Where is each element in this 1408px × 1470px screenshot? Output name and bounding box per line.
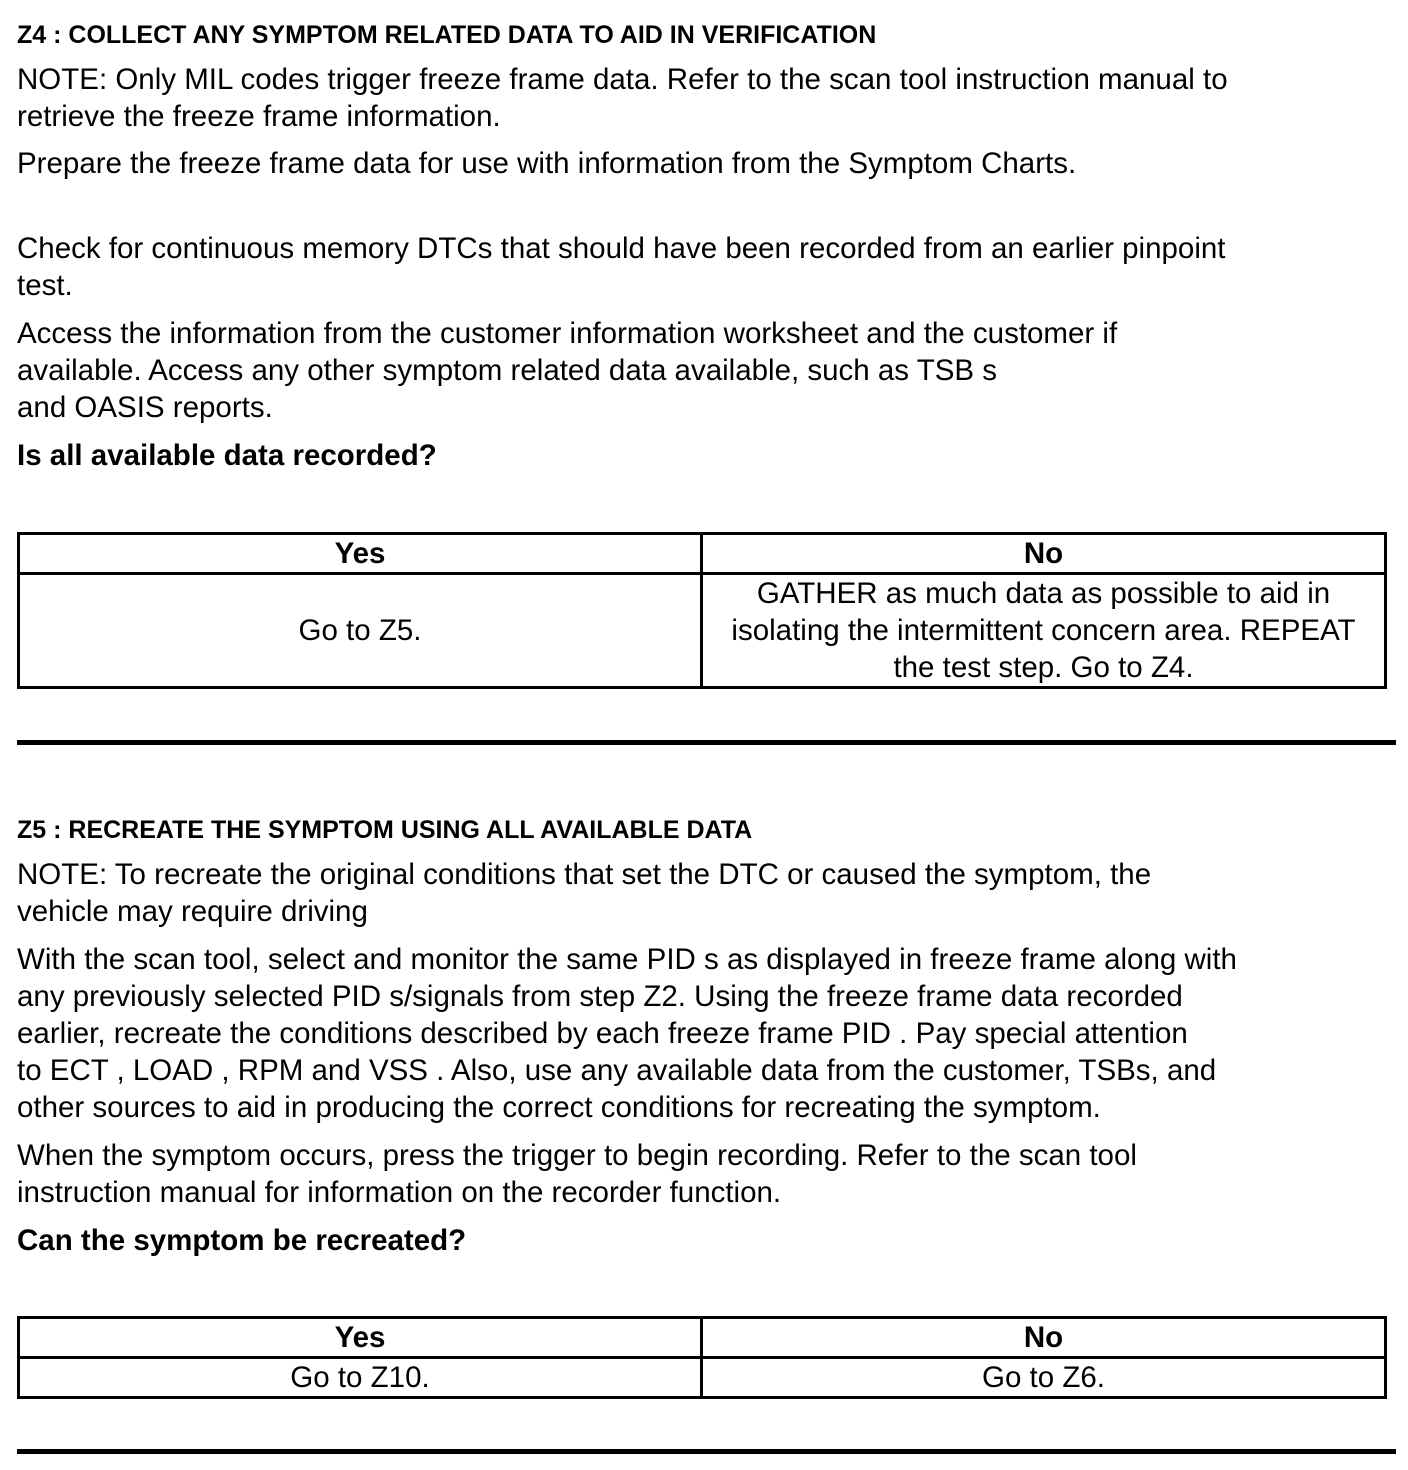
yes-action: Go to Z10. [19,1358,702,1398]
step-z5-paragraph-2: With the scan tool, select and monitor the same PID s as displayed in freeze frame along with any previously selected PID s/signals from step Z2. Using the freeze frame data recorded earlier, recreate the conditions described by each freeze frame PID . Pay special attention to ECT , LOAD , RPM and VSS . Also, use any available data from the customer, TSBs, and other sources to aid in producing the correct conditions for recreating the symptom. [17,943,1237,1124]
step-z5-question: Can the symptom be recreated? [17,1224,467,1257]
step-z5-paragraph-3: When the symptom occurs, press the trigger to begin recording. Refer to the scan tool instruction manual for information on the recorder function. [17,1139,1137,1209]
step-z4-paragraph-3: Check for continuous memory DTCs that should have been recorded from an earlier pinpoint test. [17,232,1226,302]
yes-header: Yes [19,534,702,574]
step-z5-note: NOTE: To recreate the original conditions that set the DTC or caused the symptom, the vehicle may require driving [17,858,1152,928]
step-z5-title: Z5 : RECREATE THE SYMPTOM USING ALL AVAILABLE DATA [17,816,753,844]
yes-action: Go to Z5. [19,574,702,688]
yes-header: Yes [19,1318,702,1358]
step-z4-question: Is all available data recorded? [17,439,437,472]
step-z4-note: NOTE: Only MIL codes trigger freeze frame data. Refer to the scan tool instruction manual to retrieve the freeze frame information. [17,63,1228,133]
no-header: No [702,534,1386,574]
section-divider [17,1449,1396,1454]
no-action: Go to Z6. [702,1358,1386,1398]
table-header-row [19,534,1386,574]
step-z4-paragraph-2: Prepare the freeze frame data for use with information from the Symptom Charts. [17,147,1077,180]
step-z4-paragraph-4: Access the information from the customer information worksheet and the customer if available. Access any other symptom related data available, such as TSB s and OASIS reports. [17,317,1118,424]
no-header: No [702,1318,1386,1358]
table-row [19,574,1386,688]
step-z5-answer-table [17,1316,1387,1399]
no-action: GATHER as much data as possible to aid in isolating the intermittent concern area. REPEAT the test step. Go to Z4. [702,574,1386,688]
step-z4-title: Z4 : COLLECT ANY SYMPTOM RELATED DATA TO AID IN VERIFICATION [17,21,877,49]
step-z4-answer-table [17,532,1387,689]
section-divider [17,740,1396,745]
table-header-row [19,1318,1386,1358]
table-row [19,1358,1386,1398]
